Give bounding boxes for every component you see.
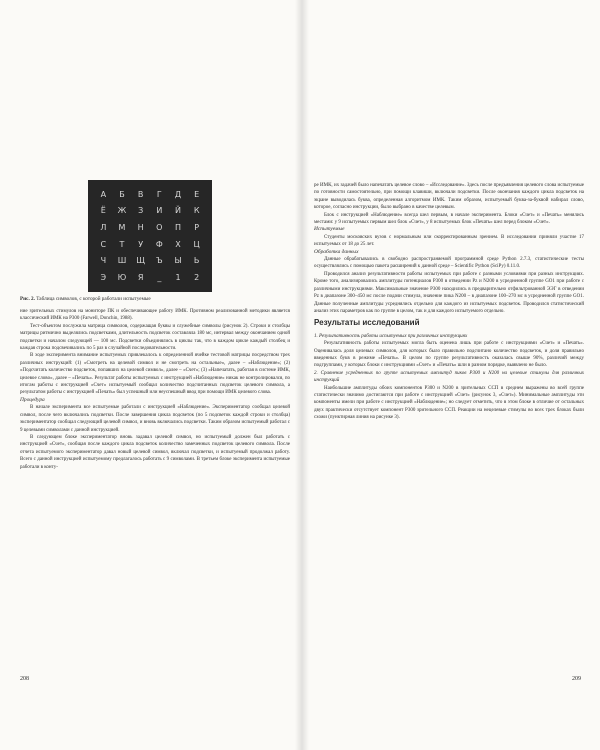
procedure-heading: Процедура — [20, 396, 45, 403]
matrix-cell: Ъ — [155, 256, 163, 266]
matrix-cell: П — [174, 223, 181, 233]
matrix-cell: Х — [175, 239, 181, 249]
figure-caption — [20, 296, 290, 303]
symbol-matrix-grid — [94, 186, 206, 286]
matrix-cell: М — [118, 223, 126, 233]
matrix-cell: Т — [119, 239, 125, 249]
matrix-cell: 1 — [175, 273, 181, 283]
result2-heading: 2. Сравнение усредненных по группе испытуемых амплитуд пиков Р300 и N200 на целевые стимулы для различных инструкций — [314, 370, 584, 384]
matrix-cell: Ш — [117, 256, 127, 266]
matrix-cell: Й — [175, 206, 181, 216]
matrix-cell: У — [138, 239, 144, 249]
page-number-left: 208 — [20, 676, 29, 682]
paragraph: Тест-объектом послужила матрица символов, содержащая буквы и служебные символы (рисунок 2). Строки и столбцы матрицы ритмично выделялись подсветками, длительность подсветок составляла 180 мс, интервал между окончанием одной подсветки и началом следующей — 100 мс. Подсветки объединялись в циклы так, что в каждом цикле каждый столбец и каждая строка подсвечивались по 5 раз в случайной последовательности. — [20, 323, 290, 352]
matrix-cell: Г — [156, 189, 162, 199]
matrix-cell: О — [156, 223, 163, 233]
result1-heading: 1. Результативность работы испытуемых при различных инструкциях — [314, 333, 468, 339]
paragraph: ние зрительных стимулов на мониторе ПК и обеспечивающее работу ИМК. Противном реализованной методики является классический ИМК на Р300 (Farwell, Donchin, 1988). — [20, 309, 290, 322]
symbol-matrix-figure — [88, 180, 212, 292]
paragraph: Наибольшие амплитуды обоих компонентов Р300 и N200 в зрительных ССП в среднем выражены во всей группе статистически значимо достигаются при работе с инструкцией «Счет» (рисунок 3, «Счет»). Минимальные амплитуды эти компоненты имели при работе с инструкцией «Наблюдение»; но следует отметить, что в этом блоке в отличие от остальных двух практически отсутствует компонент Р300 зрительного ССП. Реакции на нецелевые стимулы во всех трех блоках были схожи (пунктирная линия на рисунке 3). — [314, 385, 584, 421]
matrix-cell: И — [156, 206, 163, 216]
processing-heading: Обработка данных — [314, 248, 359, 255]
caption-label: Рис. 2. — [20, 296, 35, 302]
right-body-text — [314, 182, 584, 422]
matrix-cell: Р — [194, 223, 200, 233]
left-body-text — [20, 308, 290, 471]
paragraph: В следующем блоке экспериментатор вновь задавал целевой символ, но испытуемый должен был работать с инструкцией «Счет», сообщая после каждого цикла подсветок количество замеченных подсветок целевого символа. После отчета испытуемого экспериментатор давал новый целевой символ, включал подсветки, и испытуемый продолжал работу. Всего с данной инструкцией испытуемому предлагалось работать с 9 символами. В третьем блоке эксперимента испытуемые работали в конту- — [20, 434, 290, 470]
right-page — [302, 0, 600, 750]
paragraph: Данные обрабатывались в свободно распространяемой программной среде Python 2.7.3, статистические тесты осуществлялись с помощью пакета расширений к данной среде – Scientific Python (SciPy) 0.11.0. — [314, 257, 584, 270]
matrix-cell: С — [100, 239, 107, 249]
results-heading: Результаты исследований — [314, 318, 420, 328]
matrix-cell: В — [137, 189, 144, 199]
matrix-cell: Ф — [155, 239, 163, 249]
matrix-cell: А — [100, 189, 107, 199]
matrix-cell: Э — [100, 273, 107, 283]
matrix-cell: Ю — [117, 273, 127, 283]
paragraph: Студенты московских вузов с нормальным или скорректированным зрением. В исследовании приняли участие 17 испытуемых от 18 до 25 лет. — [314, 234, 584, 248]
paragraph: Блок с инструкцией «Наблюдение» всегда шел первым, в начале эксперимента. Блоки «Счет» и «Печать» менялись местами: у 9 испытуемых первым шел блок «Счет», у 8 испытуемых блок «Печать» шел перед блоком «Счет». — [314, 212, 584, 226]
matrix-cell: Я — [137, 273, 144, 283]
page-number-right: 209 — [572, 676, 581, 682]
matrix-cell: К — [193, 206, 200, 216]
matrix-cell: Ц — [193, 239, 200, 249]
paragraph: ре ИМК, их задачей было напечатать целевое слово – «Исследование». Здесь после предъявления целевого слова испытуемые по готовности самостоятельно, при помощи клавиши, включали подсветки. После окончания каждого цикла подсветок на экране выводилась буква, определенная алгоритмом ИМК. Таким образом, испытуемый буква-за-буквой набирал слово, которое, согласно инструкции, было выбрано в качестве целевым. — [314, 183, 584, 211]
matrix-cell: Ы — [174, 256, 182, 266]
matrix-cell: Л — [100, 223, 107, 233]
paragraph: В ходе эксперимента внимание испытуемых привлекалось к определенной ячейке тестовой матрицы посредством трех различных инструкций: (1) «Смотреть на целевой символ и не смотреть на остальные», далее – «Наблюдение»; (2) «Подсчитать количество подсветок, попавших на целевой символ», далее – «Счет»; (3) «Напечатать, работая в системе ИМК, целевое слово», далее – «Печать». Результат работы испытуемых с инструкцией «Наблюдение» никак не контролировался, по итогам работы с инструкцией «Счет» испытуемый сообщал количество подсчитанных подсветок целевого символа, а результатом работы с инструкцией «Печать» был успешный или неуспешный ввод при помощи ИМК целевого слова. — [20, 353, 290, 396]
paragraph: Результативность работы испытуемых могла быть оценена лишь при работе с инструкциями «Счет» и «Печать». Оценивалась доля целевых символов, для которых было правильно подсчитано количество подсветок, и доля правильно введенных букв в режиме «Печать». В целом по группе результативность оказалась свыше 90%, различий между подгруппами, у которых блоки с инструкциями «Счет» и «Печать» шли в разном порядке, выявлено не было. — [314, 341, 584, 369]
subjects-heading: Испытуемые — [314, 226, 345, 233]
matrix-cell: Ч — [100, 256, 107, 266]
matrix-cell: Щ — [136, 256, 146, 266]
caption-text: Таблица символов, с которой работали испытуемые — [36, 296, 151, 302]
paragraph: В начале эксперимента все испытуемые работали с инструкцией «Наблюдение». Экспериментатор сообщал целевой символ, после чего включались подсветки. После завершения цикла подсветок (по 5 подсветок каждой строки и столбца) экспериментатор сообщал следующий целевой символ, и вновь включались подсветки. Таким образом испытуемый работал с 9 целевыми символами с данной инструкцией. — [20, 405, 290, 433]
matrix-cell: _ — [157, 273, 162, 283]
matrix-cell: Д — [174, 189, 182, 199]
matrix-cell: Ё — [100, 206, 106, 216]
matrix-cell: Н — [137, 223, 144, 233]
matrix-cell: Е — [194, 189, 200, 199]
matrix-cell: Б — [119, 189, 125, 199]
matrix-cell: З — [138, 206, 144, 216]
paragraph: Проводился анализ результативности работы испытуемых при работе с разными условиями при разных инструкциях. Кроме того, анализировались амплитуды потенциалов Р300 в отведении Pz и N200 в усредненной группе GO1 при работе с различными инструкциями. Максимальные значение Р300 находились в предварительно отфильтрованной ЭЭГ в отведении Pz в диапазоне 300–450 мс после подачи стимула, значение пика N200 – в диапазоне 100–270 мс в усредненной группе GO1. Данные полученные амплитуды усреднялись отдельно для каждого из испытуемых подсветок. Проводился статистический анализ этих параметров как по группе в целом, так и для каждого испытуемого отдельно. — [314, 271, 584, 314]
matrix-cell: Ж — [117, 206, 127, 216]
matrix-cell: 2 — [194, 273, 200, 283]
matrix-cell: Ь — [193, 256, 200, 266]
